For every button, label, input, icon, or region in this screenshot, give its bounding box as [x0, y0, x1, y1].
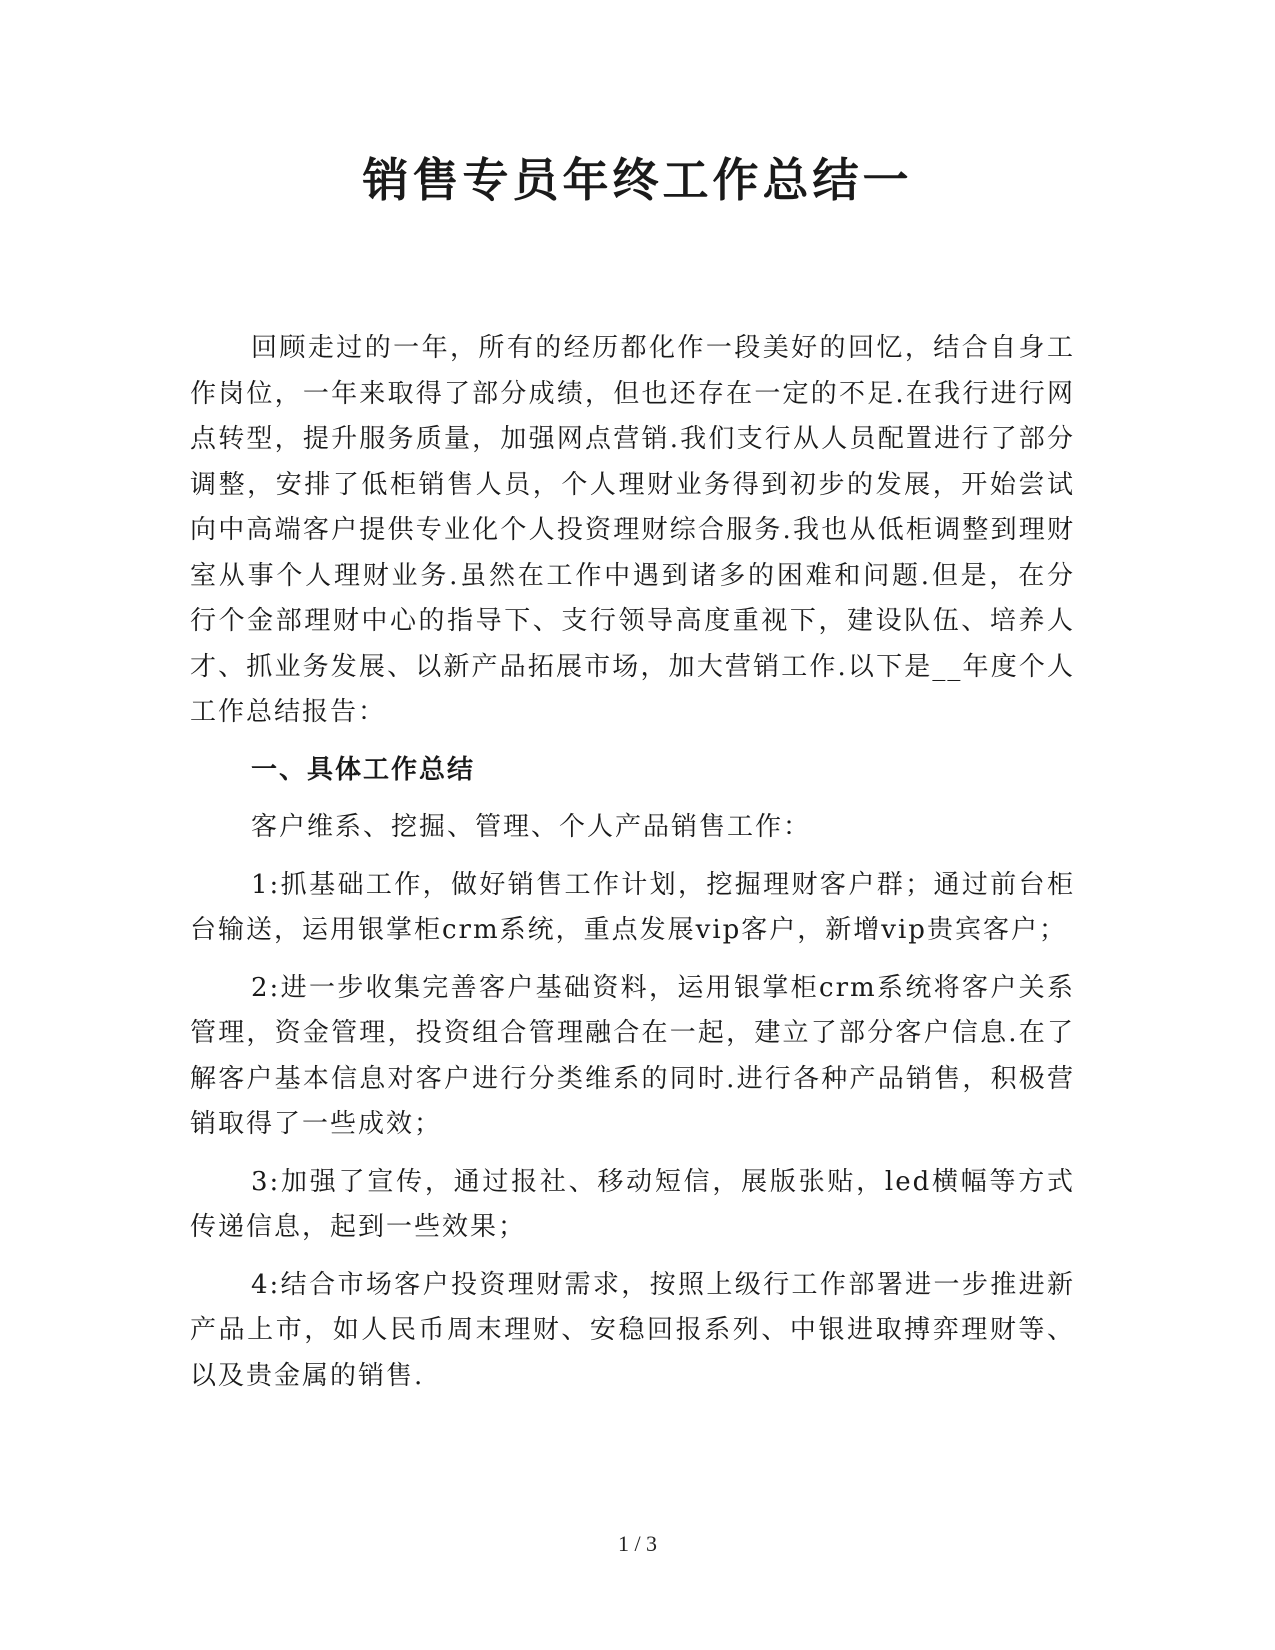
list-item-4: 4:结合市场客户投资理财需求，按照上级行工作部署进一步推进新产品上市，如人民币周末理财、安稳回报系列、中银进取搏弈理财等、以及贵金属的销售. — [190, 1269, 1075, 1391]
list-item-2: 2:进一步收集完善客户基础资料，运用银掌柜crm系统将客户关系管理，资金管理，投资组合管理融合在一起，建立了部分客户信息.在了解客户基本信息对客户进行分类维系的同时.进行各种产品销售，积极营销取得了一些成效； — [190, 972, 1075, 1139]
list-item-3: 3:加强了宣传，通过报社、移动短信，展版张贴，led横幅等方式传递信息，起到一些效果； — [190, 1166, 1075, 1242]
page-number: 1 / 3 — [617, 1531, 658, 1556]
list-item-1: 1:抓基础工作，做好销售工作计划，挖掘理财客户群；通过前台柜台输送，运用银掌柜crm系统，重点发展vip客户，新增vip贵宾客户； — [190, 869, 1075, 945]
section-subtitle: 客户维系、挖掘、管理、个人产品销售工作： — [251, 812, 812, 842]
document-body — [190, 326, 1075, 1399]
intro-paragraph: 回顾走过的一年，所有的经历都化作一段美好的回忆，结合自身工作岗位，一年来取得了部分成绩，但也还存在一定的不足.在我行进行网点转型，提升服务质量，加强网点营销.我们支行从人员配置进行了部分调整，安排了低柜销售人员，个人理财业务得到初步的发展，开始尝试向中高端客户提供专业化个人投资理财综合服务.我也从低柜调整到理财室从事个人理财业务.虽然在工作中遇到诸多的困难和问题.但是，在分行个金部理财中心的指导下、支行领导高度重视下，建设队伍、培养人才、抓业务发展、以新产品拓展市场，加大营销工作.以下是__年度个人工作总结报告： — [190, 333, 1075, 727]
section-heading: 一、具体工作总结 — [251, 754, 476, 785]
document-title: 销售专员年终工作总结一 — [362, 153, 913, 207]
